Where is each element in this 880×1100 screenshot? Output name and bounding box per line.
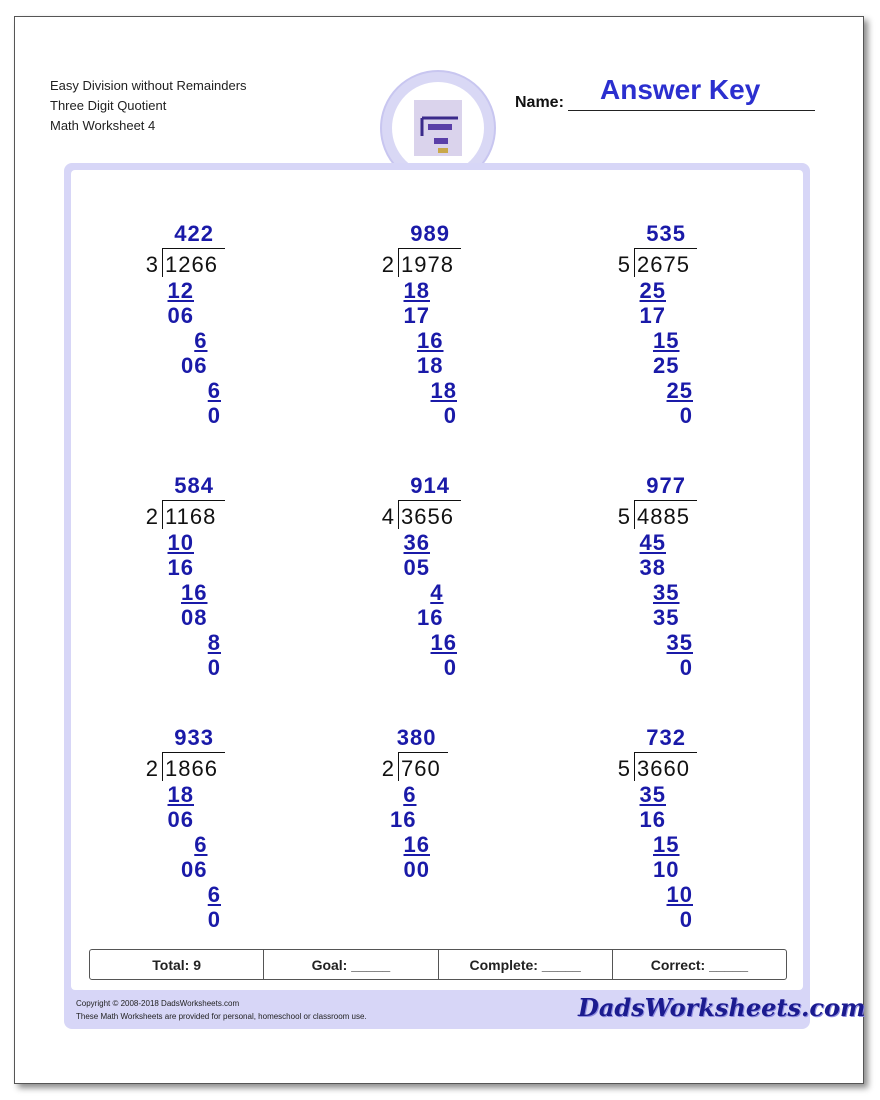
dividend: 3656 — [401, 504, 454, 529]
remainder-step: 0 — [679, 907, 693, 932]
remainder-step: 25 — [653, 353, 680, 378]
total-cell: Total: 9 — [90, 950, 264, 979]
subtraction-step: 6 — [194, 328, 208, 353]
divisor: 5 — [617, 252, 631, 277]
subtraction-step: 8 — [207, 630, 221, 655]
subtraction-step: 6 — [207, 882, 221, 907]
remainder-step: 0 — [207, 907, 221, 932]
worksheet-number: Math Worksheet 4 — [50, 118, 156, 133]
remainder-step: 17 — [639, 303, 666, 328]
name-input-line[interactable] — [568, 110, 815, 111]
subtraction-step: 6 — [207, 378, 221, 403]
subtraction-step: 12 — [167, 278, 194, 303]
remainder-step: 0 — [207, 403, 221, 428]
remainder-step: 00 — [403, 857, 430, 882]
dividend: 3660 — [637, 756, 690, 781]
remainder-step: 0 — [443, 403, 457, 428]
subtraction-step: 16 — [430, 630, 457, 655]
quotient: 422 — [174, 221, 214, 246]
quotient: 977 — [646, 473, 686, 498]
subtraction-step: 10 — [666, 882, 693, 907]
remainder-step: 0 — [443, 655, 457, 680]
remainder-step: 05 — [403, 555, 430, 580]
subtraction-step: 35 — [666, 630, 693, 655]
division-problem — [376, 726, 576, 946]
remainder-step: 0 — [207, 655, 221, 680]
subtraction-step: 15 — [653, 832, 680, 857]
subtraction-step: 25 — [639, 278, 666, 303]
correct-cell[interactable]: Correct: _____ — [650, 956, 749, 973]
brand-logo: DadsWorksheets.com — [578, 993, 866, 1022]
subtraction-step: 6 — [194, 832, 208, 857]
quotient: 914 — [410, 473, 450, 498]
division-problem — [612, 222, 812, 442]
remainder-step: 18 — [417, 353, 444, 378]
divisor: 2 — [381, 756, 395, 781]
subtraction-step: 18 — [403, 278, 430, 303]
subtraction-step: 18 — [167, 782, 194, 807]
remainder-step: 38 — [639, 555, 666, 580]
complete-cell[interactable]: Complete: _____ — [439, 950, 613, 979]
dividend: 1266 — [165, 252, 218, 277]
quotient: 380 — [396, 725, 437, 750]
remainder-step: 06 — [167, 807, 194, 832]
remainder-step: 16 — [390, 807, 417, 832]
subtraction-step: 36 — [403, 530, 430, 555]
subtraction-step: 16 — [403, 832, 430, 857]
subtraction-step: 16 — [181, 580, 208, 605]
remainder-step: 10 — [653, 857, 680, 882]
remainder-step: 06 — [181, 857, 208, 882]
quotient: 933 — [174, 725, 214, 750]
dividend: 1866 — [165, 756, 218, 781]
remainder-step: 16 — [167, 555, 194, 580]
subtraction-step: 45 — [639, 530, 666, 555]
usage-notice: These Math Worksheets are provided for personal, homeschool or classroom use. — [76, 1012, 367, 1021]
dividend: 1978 — [401, 252, 454, 277]
worksheet-subtitle: Three Digit Quotient — [50, 98, 167, 113]
score-table — [89, 949, 787, 980]
division-problem — [140, 474, 340, 694]
quotient: 989 — [410, 221, 450, 246]
subtraction-step: 16 — [417, 328, 444, 353]
subtraction-step: 25 — [666, 378, 693, 403]
quotient: 732 — [646, 725, 686, 750]
divisor: 2 — [381, 252, 395, 277]
divisor: 4 — [381, 504, 395, 529]
dividend: 2675 — [637, 252, 690, 277]
remainder-step: 06 — [167, 303, 194, 328]
answer-key-label: Answer Key — [600, 74, 761, 105]
subtraction-step: 6 — [403, 782, 417, 807]
subtraction-step: 35 — [639, 782, 666, 807]
divisor: 2 — [145, 504, 159, 529]
division-problem — [140, 726, 340, 946]
logo-inner-circle — [392, 82, 484, 174]
long-division-glyph-icon — [392, 82, 484, 174]
quotient: 584 — [174, 473, 214, 498]
divisor: 3 — [145, 252, 159, 277]
division-problem — [376, 474, 576, 694]
subtraction-step: 15 — [653, 328, 680, 353]
subtraction-step: 18 — [430, 378, 457, 403]
division-problem — [140, 222, 340, 442]
subtraction-step: 35 — [653, 580, 680, 605]
dividend: 1168 — [165, 504, 217, 529]
dividend: 4885 — [637, 504, 690, 529]
subtraction-step: 4 — [430, 580, 444, 605]
name-label: Name: — [515, 94, 564, 111]
divisor: 5 — [617, 504, 631, 529]
remainder-step: 06 — [181, 353, 208, 378]
dividend: 760 — [401, 756, 441, 781]
division-problem — [612, 474, 812, 694]
quotient: 535 — [646, 221, 686, 246]
worksheet-title: Easy Division without Remainders — [50, 78, 247, 93]
remainder-step: 35 — [653, 605, 680, 630]
remainder-step: 17 — [403, 303, 430, 328]
remainder-step: 08 — [181, 605, 208, 630]
remainder-step: 16 — [417, 605, 444, 630]
copyright-text: Copyright © 2008-2018 DadsWorksheets.com — [76, 999, 240, 1008]
subtraction-step: 10 — [167, 530, 194, 555]
divisor: 2 — [145, 756, 159, 781]
division-problem — [612, 726, 812, 946]
goal-cell[interactable]: Goal: _____ — [264, 950, 438, 979]
remainder-step: 16 — [639, 807, 666, 832]
remainder-step: 0 — [679, 403, 693, 428]
division-problem — [376, 222, 576, 442]
remainder-step: 0 — [679, 655, 693, 680]
divisor: 5 — [617, 756, 631, 781]
